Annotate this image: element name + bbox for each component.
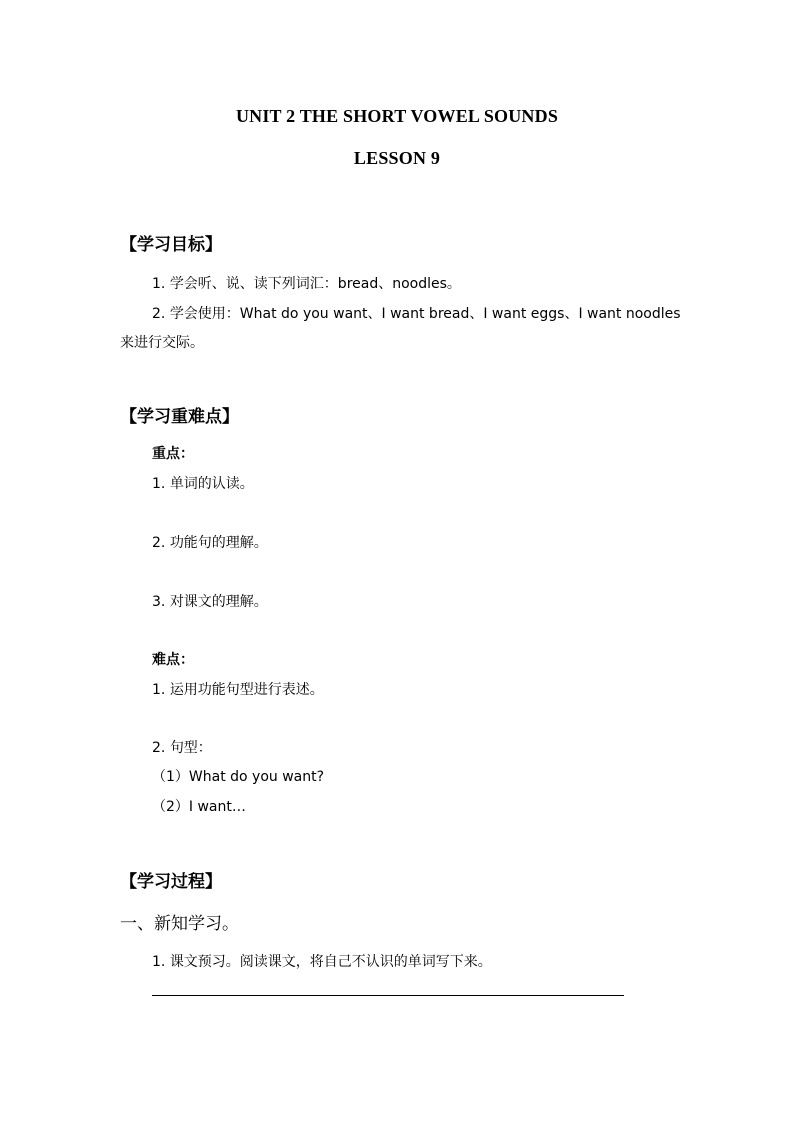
focus-item-text: 功能句的理解。	[169, 535, 268, 551]
objective-item-2	[152, 303, 681, 323]
objective-item-1-text: 学会听、说、读下列词汇：bread、noodles。	[169, 276, 461, 292]
objective-item-2-continued: 来进行交际。	[120, 335, 204, 351]
objectives-heading: 【学习目标】	[120, 235, 222, 255]
step-1-text: 课文预习。阅读课文，将自己不认识的单词写下来。	[169, 954, 492, 970]
focus-item-num: 1.	[152, 476, 166, 492]
focus-item	[152, 591, 268, 611]
focus-item-text: 单词的认读。	[169, 476, 254, 492]
part-one-heading: 一、新知学习。	[120, 914, 239, 934]
difficulty-item-2-text: 句型：	[169, 740, 212, 756]
objective-item-1-num: 1.	[152, 276, 166, 292]
difficulty-item-2-num: 2.	[152, 740, 166, 756]
difficulty-item-2	[152, 737, 212, 757]
objective-item-2-num: 2.	[152, 306, 166, 322]
difficulty-item-1-text: 运用功能句型进行表述。	[169, 682, 324, 698]
focus-item-num: 2.	[152, 535, 166, 551]
objective-item-2-text: 学会使用：What do you want、I want bread、I want eggs、I want noodles	[169, 306, 681, 322]
sentence-pattern-1: （1）What do you want?	[152, 769, 325, 785]
difficulty-item-1-num: 1.	[152, 682, 166, 698]
focus-item-num: 3.	[152, 594, 166, 610]
lesson-title: LESSON 9	[353, 148, 441, 168]
focus-item-text: 对课文的理解。	[169, 594, 268, 610]
difficulty-label: 难点：	[152, 652, 194, 668]
focus-item	[152, 532, 268, 552]
answer-write-line	[152, 995, 624, 996]
sentence-pattern-2: （2）I want…	[152, 799, 246, 815]
difficulty-item-1	[152, 679, 324, 699]
objective-item-1	[152, 273, 461, 293]
step-1	[152, 951, 492, 971]
process-heading: 【学习过程】	[120, 872, 222, 892]
step-1-num: 1.	[152, 954, 166, 970]
focus-item	[152, 473, 254, 493]
document-title: UNIT 2 THE SHORT VOWEL SOUNDS	[235, 106, 559, 126]
focus-label: 重点：	[152, 446, 194, 462]
keypoints-heading: 【学习重难点】	[120, 407, 239, 427]
